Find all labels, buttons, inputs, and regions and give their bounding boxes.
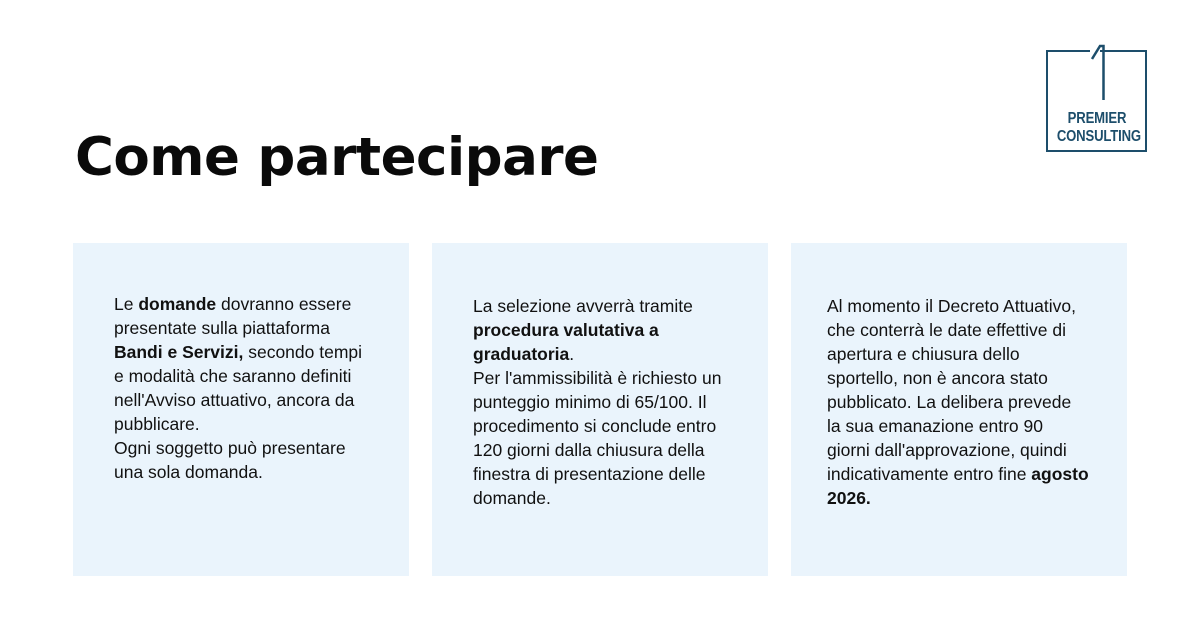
card-bold-text: Bandi e Servizi, bbox=[114, 342, 244, 362]
page-title: Come partecipare bbox=[75, 127, 599, 188]
card-text-span: . bbox=[569, 344, 575, 364]
premier-consulting-logo bbox=[1044, 42, 1150, 156]
card-text bbox=[473, 294, 735, 510]
card-text-span: secondo tempi e modalità che saranno definiti nell'Avviso attuativo, ancora da pubblicare. bbox=[114, 342, 363, 434]
card-text bbox=[827, 294, 1089, 510]
card-bold-text: domande bbox=[138, 294, 217, 314]
card-text bbox=[114, 292, 376, 484]
logo-numeral-one-icon bbox=[1044, 42, 1150, 112]
info-card-decree bbox=[791, 243, 1127, 576]
info-card-applications bbox=[73, 243, 409, 576]
card-text-span: Le bbox=[114, 294, 139, 314]
card-text-span: Per l'ammissibilità è richiesto un punteggio minimo di 65/100. Il procedimento si conclude entro 120 giorni dalla chiusura della finestra di presentazione delle domande. bbox=[473, 368, 722, 508]
card-bold-text: procedura valutativa a graduatoria bbox=[473, 320, 659, 364]
info-card-selection bbox=[432, 243, 768, 576]
logo-text-line1: PREMIER bbox=[1067, 110, 1127, 127]
card-bold-text: agosto 2026. bbox=[827, 464, 1089, 508]
logo-text-line2: CONSULTING bbox=[1056, 128, 1141, 145]
card-text-span: La selezione avverrà tramite bbox=[473, 296, 693, 316]
card-text-span: Ogni soggetto può presentare una sola domanda. bbox=[114, 438, 346, 482]
card-text-span: Al momento il Decreto Attuativo, che conterrà le date effettive di apertura e chiusura dello sportello, non è ancora stato pubblicato. La delibera prevede la sua emanazione entro 90 giorni dall'approvazione, quindi indicativamente entro fine bbox=[827, 296, 1076, 484]
card-text-span: dovranno essere presentate sulla piattaforma bbox=[114, 294, 352, 338]
